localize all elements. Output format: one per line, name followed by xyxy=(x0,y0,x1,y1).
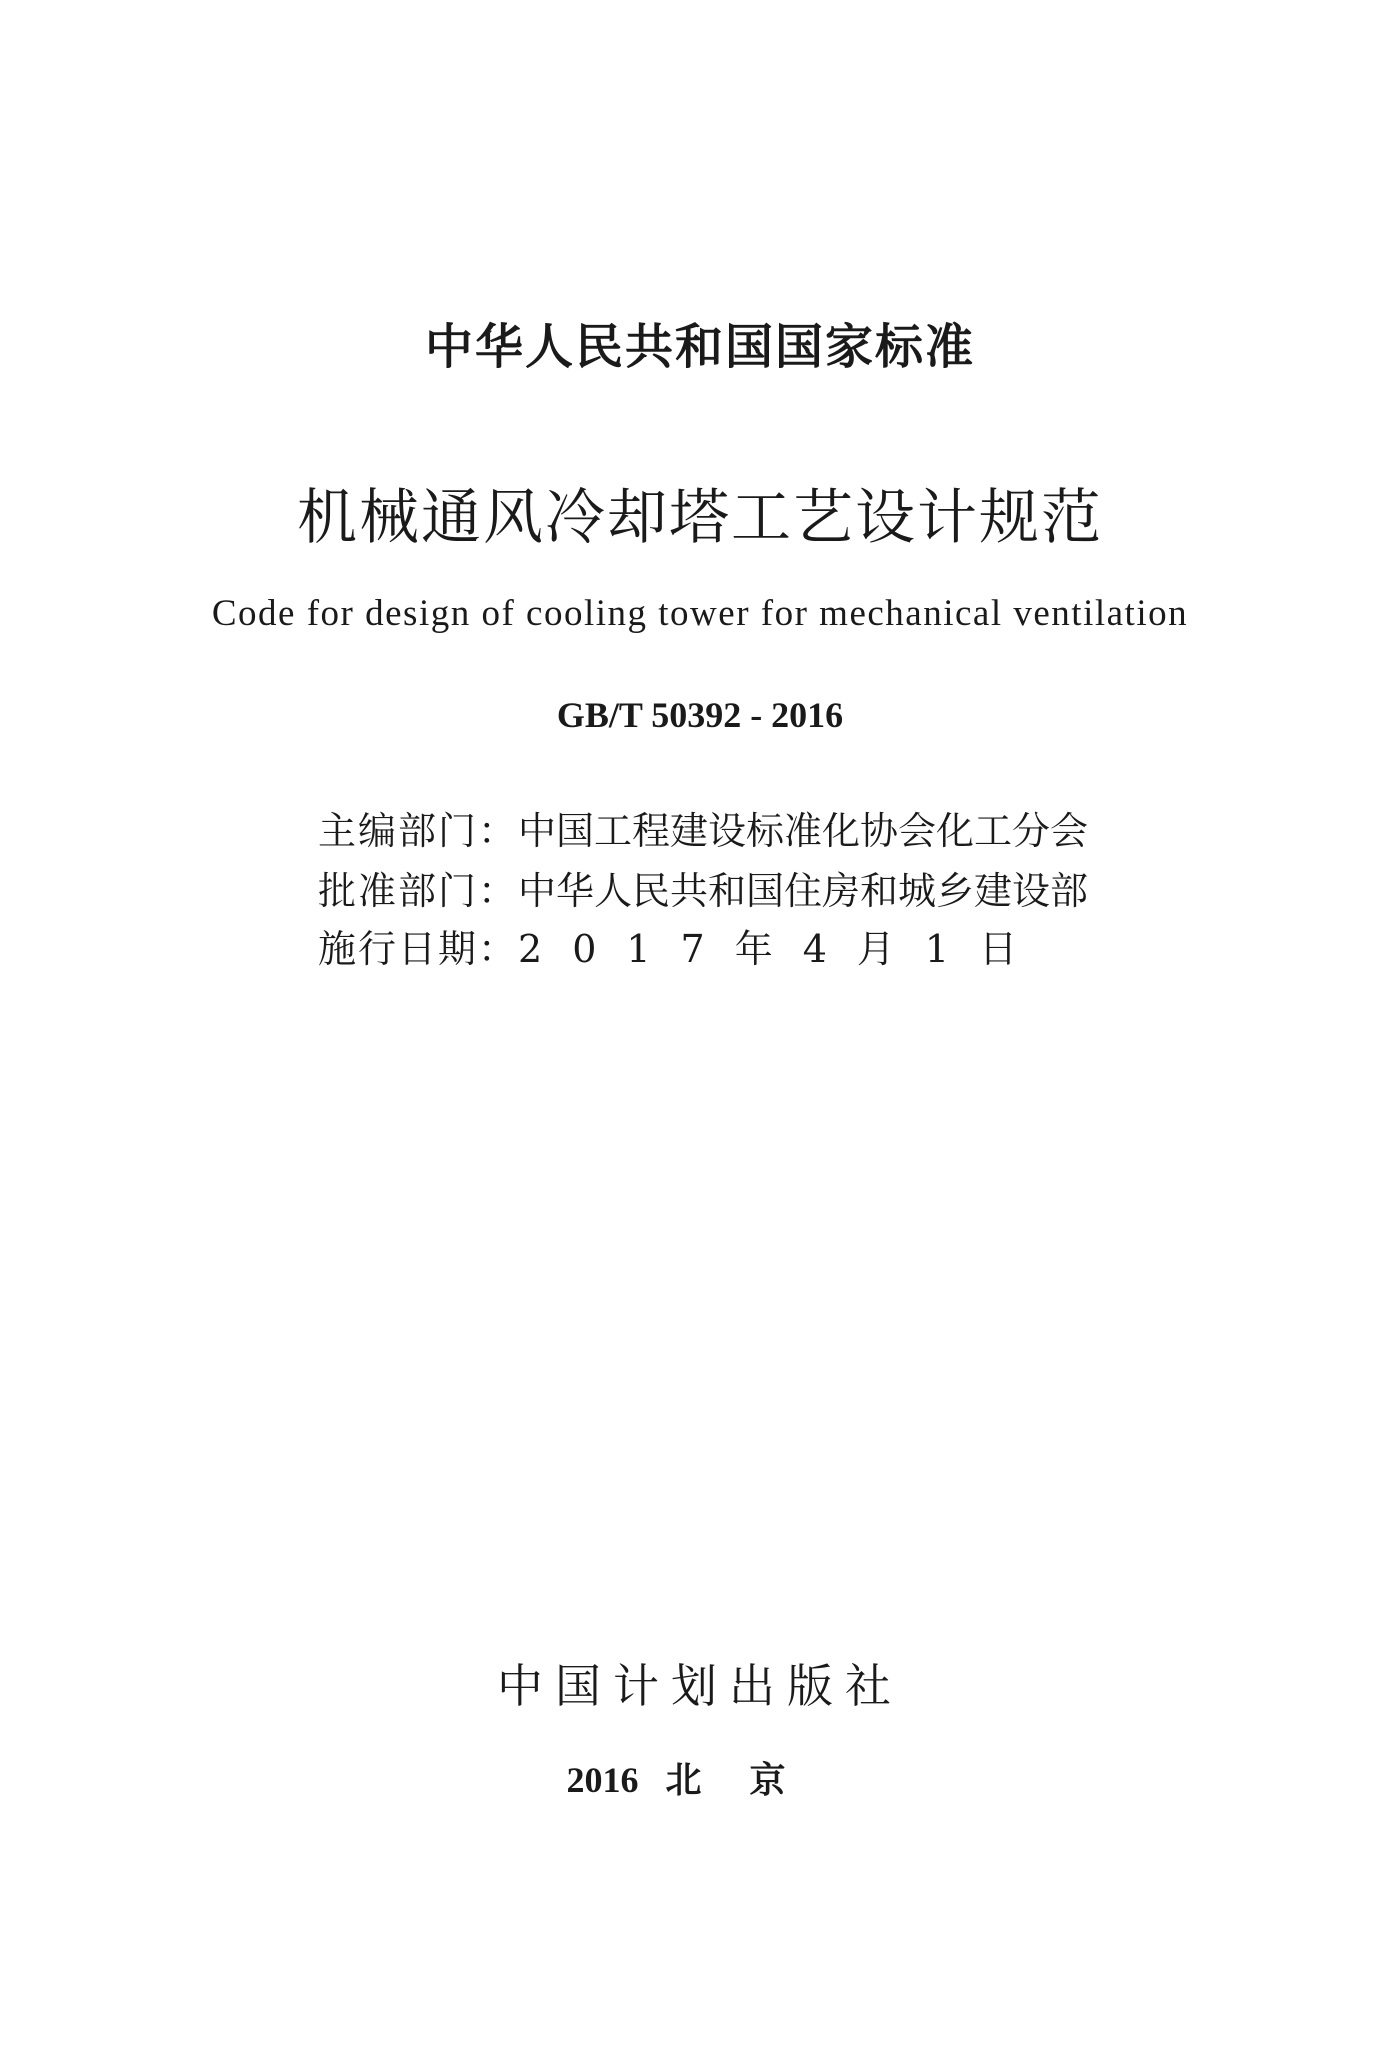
publication-place-year xyxy=(0,1752,1400,1803)
approval-department-value: 中华人民共和国住房和城乡建设部 xyxy=(518,869,1089,913)
publisher-name: 中国计划出版社 xyxy=(497,1659,903,1713)
effective-date-row xyxy=(318,918,1118,973)
national-standard-heading: 中华人民共和国国家标准 xyxy=(424,319,975,375)
chief-editor-label: 主编部门： xyxy=(318,809,519,853)
document-title-chinese: 机械通风冷却塔工艺设计规范 xyxy=(297,483,1103,553)
effective-date-label: 施行日期： xyxy=(318,927,519,971)
approval-department-row xyxy=(318,860,1118,915)
publication-city: 北京 xyxy=(665,1760,834,1801)
standard-code: GB/T 50392 - 2016 xyxy=(556,695,844,735)
chief-editor-value: 中国工程建设标准化协会化工分会 xyxy=(518,809,1089,853)
chief-editor-row xyxy=(318,800,1118,855)
effective-date-value: 2017年4月1日 xyxy=(518,927,1048,971)
document-title-english: Code for design of cooling tower for mechanical ventilation xyxy=(211,593,1189,634)
approval-department-label: 批准部门： xyxy=(318,869,519,913)
publication-year: 2016 xyxy=(566,1760,639,1800)
